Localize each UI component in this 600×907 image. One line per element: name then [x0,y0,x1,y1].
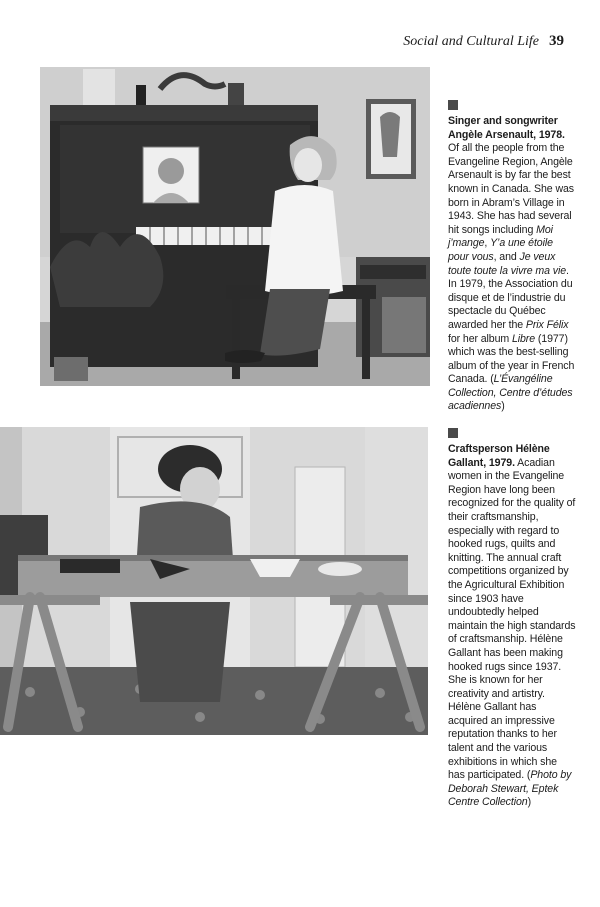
caption-marker [448,100,458,110]
caption-text: (1977) which was the best-selling album of the year in French Canada. ( [448,332,575,386]
caption-italic: Je veux toute toute la vivre ma vie [448,250,567,277]
caption-text: , and [493,250,520,263]
caption-heading: Singer and songwriter Angèle Arsenault, 1978. [448,115,565,141]
caption-text: ) [527,796,531,809]
caption-heading: Craftsperson Hélène Gallant, 1979. [448,443,550,469]
caption-marker [448,428,458,438]
caption-craftsperson [448,428,576,810]
caption-text: ) [501,400,505,413]
caption-singer [448,100,576,414]
photo-singer-at-piano [40,67,430,386]
running-head-title: Social and Cultural Life [403,34,539,49]
caption-text: Of all the people from the Evangeline Region, Angèle Arsenault is by far the best known in Canada. She was born in Abram’s Village in 1943. She has had several hit songs including [448,142,574,236]
caption-italic: Moi j’mange [448,223,553,250]
caption-text: . In 1979, the Association du disque et de l’industrie du spectacle du Québec awarded her the [448,264,573,331]
caption-italic: Y’a une étoile pour vous [448,237,553,263]
running-head [403,33,564,50]
caption-credit: Photo by Deborah Stewart, Eptek Centre Collection [448,769,572,809]
caption-text: for her album [448,332,512,345]
photo-craftsperson-hooking-rug [0,427,428,735]
caption-credit: L’Évangéline Collection, Centre d’études acadiennes [448,373,573,413]
page-number: 39 [549,33,564,49]
caption-text: Acadian women in the Evangeline Region have long been recognized for the quality of their craftsmanship, especially with regard to hooked rugs, quilts and knitting. The annual craft competitions organized by the Agricultural Exhibition since 1903 have undoubtedly helped maintain the high standards of craftsmanship. Hélène Gallant has been making hooked rugs since 1937. She is known for her creativity and artistry. Hélène Gallant has acquired an impressive reputation thanks to her talent and the various exhibitions in which she has participated. ( [448,456,576,782]
caption-text: , [484,237,491,250]
caption-italic: Prix Félix [525,318,569,331]
caption-italic: Libre [511,332,536,345]
